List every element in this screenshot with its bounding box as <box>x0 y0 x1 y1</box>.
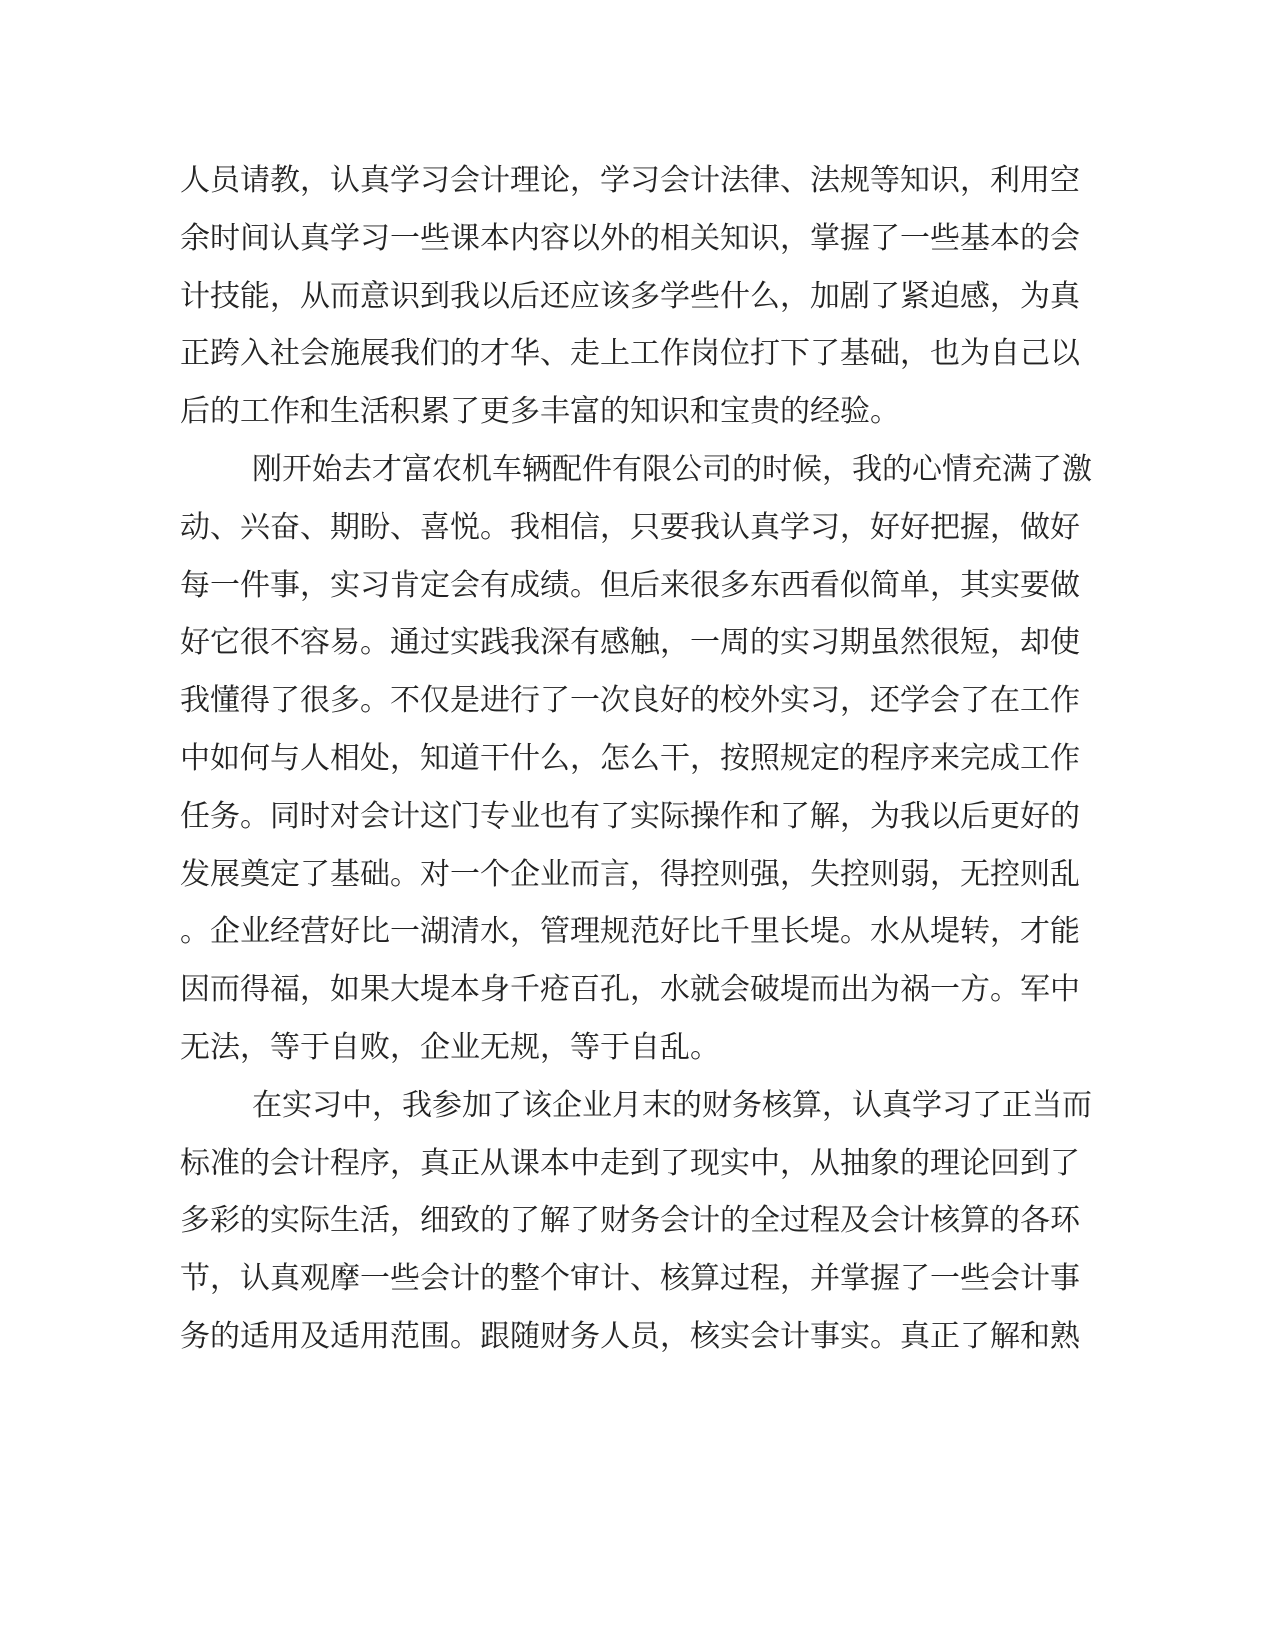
text-line: 余时间认真学习一些课本内容以外的相关知识，掌握了一些基本的会 <box>180 220 1080 256</box>
text-line: 中如何与人相处，知道干什么，怎么干，按照规定的程序来完成工作 <box>180 740 1080 776</box>
text-line: 动、兴奋、期盼、喜悦。我相信，只要我认真学习，好好把握，做好 <box>180 509 1080 545</box>
text-line: 在实习中，我参加了该企业月末的财务核算，认真学习了正当而 <box>252 1087 1092 1123</box>
text-line: 刚开始去才富农机车辆配件有限公司的时候，我的心情充满了激 <box>252 451 1092 487</box>
text-line: 无法，等于自败，企业无规，等于自乱。 <box>180 1029 720 1065</box>
text-line: 节，认真观摩一些会计的整个审计、核算过程，并掌握了一些会计事 <box>180 1261 1080 1297</box>
text-line: 人员请教，认真学习会计理论，学习会计法律、法规等知识，利用空 <box>180 163 1080 198</box>
text-line: 计技能，从而意识到我以后还应该多学些什么，加剧了紧迫感，为真 <box>180 278 1080 314</box>
text-line: 正跨入社会施展我们的才华、走上工作岗位打下了基础，也为自己以 <box>180 336 1080 372</box>
text-line: 发展奠定了基础。对一个企业而言，得控则强，失控则弱，无控则乱 <box>180 856 1080 892</box>
text-line: 每一件事，实习肯定会有成绩。但后来很多东西看似简单，其实要做 <box>180 567 1080 603</box>
text-line: 因而得福，如果大堤本身千疮百孔，水就会破堤而出为祸一方。军中 <box>180 972 1080 1008</box>
text-line: 我懂得了很多。不仅是进行了一次良好的校外实习，还学会了在工作 <box>180 683 1080 719</box>
text-line: 标准的会计程序，真正从课本中走到了现实中，从抽象的理论回到了 <box>180 1145 1080 1181</box>
text-line: 任务。同时对会计这门专业也有了实际操作和了解，为我以后更好的 <box>180 798 1080 834</box>
text-line: 后的工作和生活积累了更多丰富的知识和宝贵的经验。 <box>180 394 900 430</box>
text-line: 好它很不容易。通过实践我深有感触，一周的实习期虽然很短，却使 <box>180 625 1080 661</box>
text-line: 务的适用及适用范围。跟随财务人员，核实会计事实。真正了解和熟 <box>180 1318 1080 1354</box>
text-line: 。企业经营好比一湖清水，管理规范好比千里长堤。水从堤转，才能 <box>180 914 1080 950</box>
text-line: 多彩的实际生活，细致的了解了财务会计的全过程及会计核算的各环 <box>180 1203 1080 1239</box>
body-text <box>180 152 1092 1366</box>
